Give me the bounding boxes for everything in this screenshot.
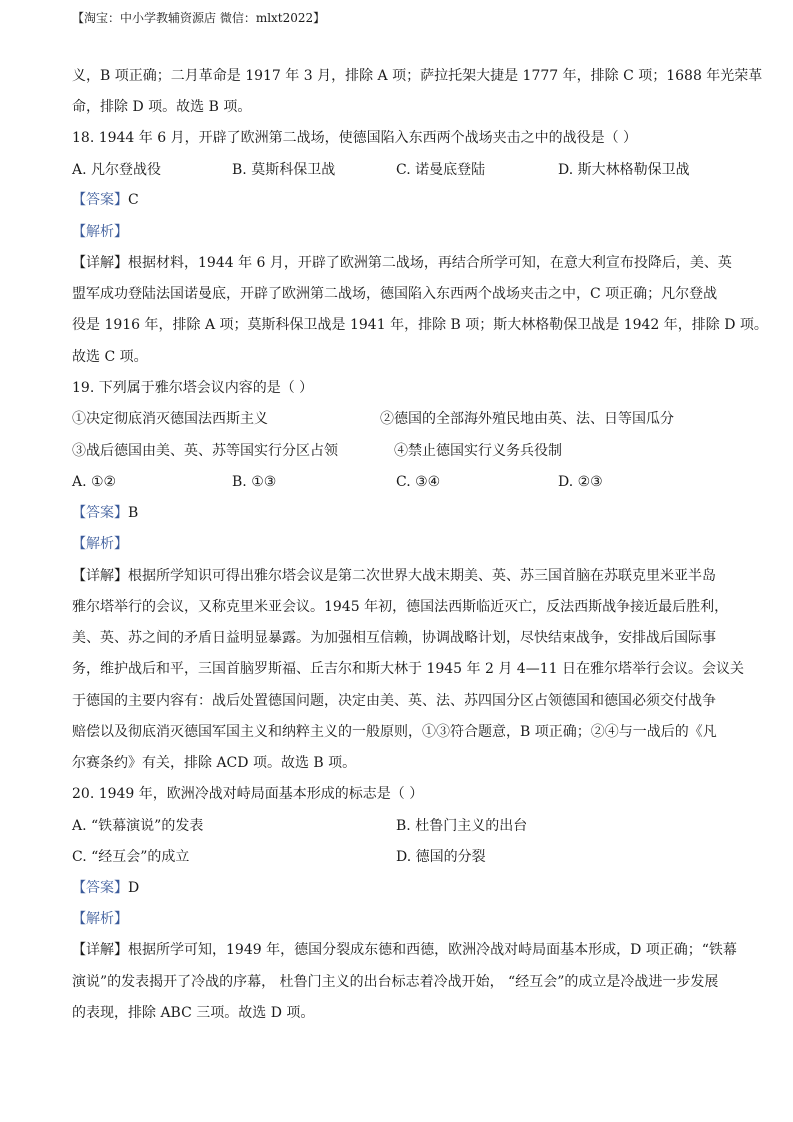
detail-text: 根据所学知识可得出雅尔塔会议是第二次世界大战末期美、英、苏三国首脑在苏联克里米亚半岛 [128, 568, 716, 584]
question-18-option-b: B. 莫斯科保卫战 [232, 162, 336, 178]
question-20-option-c: C. “经互会”的成立 [72, 849, 190, 865]
question-19-option-c: C. ③④ [396, 474, 441, 490]
question-19-detail-line: 美、英、苏之间的矛盾日益明显暴露。为加强相互信赖，协调战略计划，尽快结束战争，安排战后国际事 [72, 630, 716, 646]
question-19-detail-line: 赔偿以及彻底消灭德国军国主义和纳粹主义的一般原则，①③符合题意，B 项正确；②④与一战后的《凡 [72, 724, 717, 740]
question-19-item-1: ①决定彻底消灭德国法西斯主义 [72, 411, 268, 427]
question-18-detail-line: 盟军成功登陆法国诺曼底，开辟了欧洲第二战场，德国陷入东西两个战场夹击之中，C 项正确；凡尔登战 [72, 286, 718, 302]
question-19-option-d: D. ②③ [558, 474, 603, 490]
question-18-option-d: D. 斯大林格勒保卫战 [558, 162, 690, 178]
question-20-answer [72, 878, 732, 898]
answer-value: D [128, 880, 140, 896]
detail-tag: 【详解】 [72, 255, 128, 271]
prev-analysis-line: 命，排除 D 项。故选 B 项。 [72, 99, 252, 115]
question-19-item-3: ③战后德国由美、英、苏等国实行分区占领 [72, 443, 338, 459]
question-20-option-b: B. 杜鲁门主义的出台 [396, 818, 528, 834]
answer-value: B [128, 505, 139, 521]
question-19-option-b: B. ①③ [232, 474, 277, 490]
answer-tag: 【答案】 [72, 192, 128, 208]
question-20-option-a: A. “铁幕演说”的发表 [72, 818, 204, 834]
question-18-stem: 18. 1944 年 6 月，开辟了欧洲第二战场，使德国陷入东西两个战场夹击之中的战役是（ ） [72, 130, 638, 146]
question-20-option-d: D. 德国的分裂 [396, 849, 486, 865]
question-18-detail-line: 故选 C 项。 [72, 349, 148, 365]
answer-tag: 【答案】 [72, 880, 128, 896]
detail-tag: 【详解】 [72, 942, 128, 958]
question-20-detail-line: 演说”的发表揭开了冷战的序幕， 杜鲁门主义的出台标志着冷战开始， “经互会”的成立是冷战进一步发展 [72, 974, 719, 990]
analysis-tag: 【解析】 [72, 911, 128, 927]
question-18-answer [72, 190, 732, 210]
question-20-detail-line: 的表现，排除 ABC 三项。故选 D 项。 [72, 1005, 315, 1021]
answer-value: C [128, 192, 139, 208]
answer-tag: 【答案】 [72, 505, 128, 521]
question-18-detail-line [72, 253, 732, 273]
question-18-analysis-tag [72, 222, 732, 242]
question-19-analysis-tag [72, 534, 732, 554]
detail-text: 根据材料，1944 年 6 月，开辟了欧洲第二战场，再结合所学可知，在意大利宣布投降后，美、英 [128, 255, 732, 271]
question-19-detail-line [72, 566, 732, 586]
question-18-detail-line: 役是 1916 年，排除 A 项；莫斯科保卫战是 1941 年，排除 B 项；斯大林格勒保卫战是 1942 年，排除 D 项。 [72, 317, 768, 333]
question-19-option-a: A. ①② [72, 474, 117, 490]
page-header: 【淘宝：中小学教辅资源店 微信：mlxt2022】 [72, 11, 326, 25]
question-20-detail-line [72, 940, 737, 960]
prev-analysis-line: 义，B 项正确；二月革命是 1917 年 3 月，排除 A 项；萨拉托架大捷是 1777 年，排除 C 项；1688 年光荣革 [72, 68, 763, 84]
analysis-tag: 【解析】 [72, 536, 128, 552]
question-18-option-c: C. 诺曼底登陆 [396, 162, 486, 178]
question-19-item-4: ④禁止德国实行义务兵役制 [394, 443, 562, 459]
question-20-analysis-tag [72, 909, 732, 929]
question-20-stem: 20. 1949 年，欧洲冷战对峙局面基本形成的标志是（ ） [72, 786, 424, 802]
question-18-option-a: A. 凡尔登战役 [72, 162, 162, 178]
analysis-tag: 【解析】 [72, 224, 128, 240]
question-19-stem: 19. 下列属于雅尔塔会议内容的是（ ） [72, 380, 314, 396]
question-19-detail-line: 务，维护战后和平，三国首脑罗斯福、丘吉尔和斯大林于 1945 年 2 月 4—11 日在雅尔塔举行会议。会议关 [72, 661, 744, 677]
question-19-detail-line: 于德国的主要内容有：战后处置德国问题，决定由美、英、法、苏四国分区占领德国和德国必须交付战争 [72, 693, 716, 709]
question-19-item-2: ②德国的全部海外殖民地由英、法、日等国瓜分 [380, 411, 674, 427]
question-19-detail-line: 尔赛条约》有关，排除 ACD 项。故选 B 项。 [72, 755, 357, 771]
question-19-detail-line: 雅尔塔举行的会议，又称克里米亚会议。1945 年初，德国法西斯临近灭亡，反法西斯战争接近最后胜利， [72, 599, 729, 615]
detail-text: 根据所学可知，1949 年，德国分裂成东德和西德，欧洲冷战对峙局面基本形成，D 项正确；“铁幕 [128, 942, 737, 958]
question-19-answer [72, 503, 732, 523]
detail-tag: 【详解】 [72, 568, 128, 584]
